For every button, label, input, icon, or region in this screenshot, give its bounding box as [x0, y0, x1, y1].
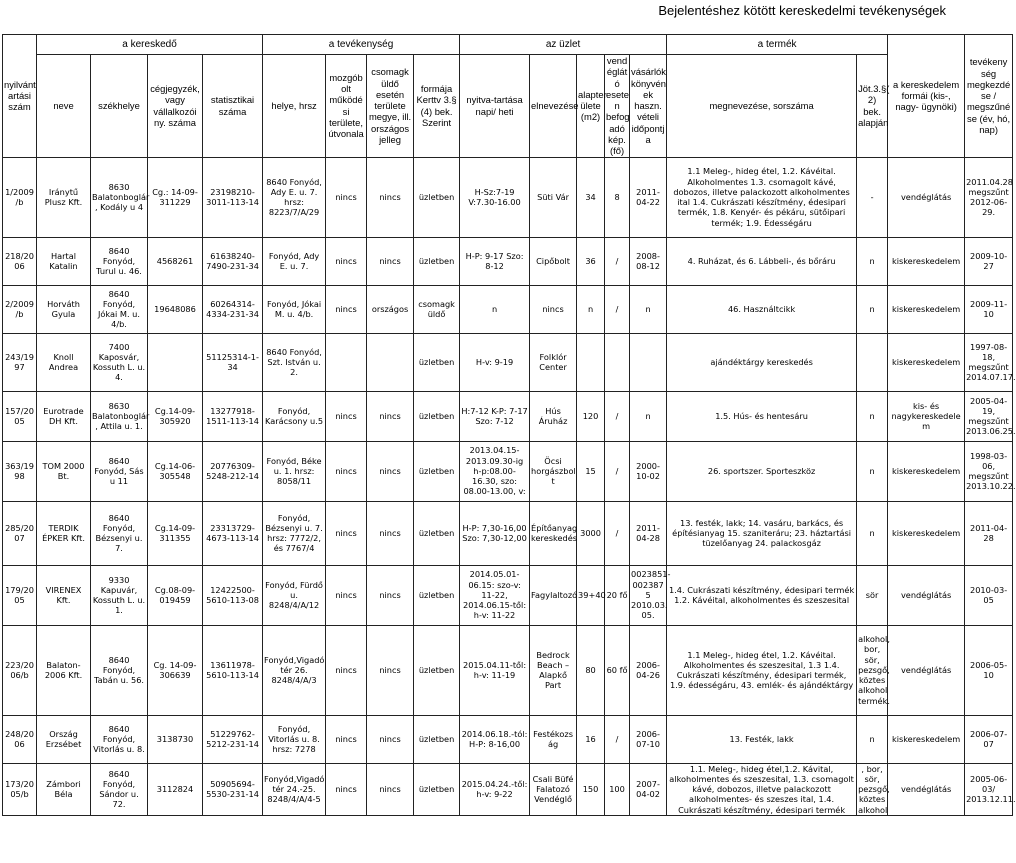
cell-nyilvantartasi-szam: 363/19 98 — [3, 441, 37, 501]
header-helye: helye, hrsz — [263, 55, 326, 158]
cell-szekhely: 8640 Fonyód, Turul u. 46. — [91, 237, 148, 285]
cell-vasarlok-konyve: 0023851-002387 5 2010.03. 05. — [630, 565, 667, 625]
cell-termek-megnevezese: 4. Ruházat, és 6. Lábbeli-, és bőráru — [667, 237, 857, 285]
cell-mozgobolt: nincs — [326, 441, 367, 501]
cell-alapterulet — [577, 333, 605, 391]
cell-uzlet-elnevezese: Festékozs ág — [530, 715, 577, 763]
cell-jot-alapjan: alkohol, bor, sör, pezsgő, köztes alkohol termék. — [857, 625, 888, 715]
cell-nyilvantartasi-szam: 248/20 06 — [3, 715, 37, 763]
cell-kereskedo-neve: Ország Erzsébet — [37, 715, 91, 763]
cell-uzlet-elnevezese: Csali Büfé Falatozó Vendéglő — [530, 763, 577, 815]
register-body — [3, 157, 1016, 815]
cell-cegjegyzekszam: Cg.14-06-305548 — [148, 441, 203, 501]
cell-statisztikai-szam: 23198210-3011-113-14 — [203, 157, 263, 237]
cell-tevekenyseg-kezdete: 2011-04-28 — [965, 501, 1013, 565]
cell-alapterulet: 39+40 — [577, 565, 605, 625]
cell-alapterulet: 15 — [577, 441, 605, 501]
table-row — [3, 625, 1013, 715]
table-row — [3, 237, 1013, 285]
cell-nyilvantartasi-szam: 243/19 97 — [3, 333, 37, 391]
cell-kereskedelem-formaja: vendéglátás — [888, 763, 965, 815]
cell-vendeglato-ferohely: 60 fő — [605, 625, 630, 715]
cell-alapterulet: 120 — [577, 391, 605, 441]
cell-alapterulet: n — [577, 285, 605, 333]
cell-tevekenyseg-helye: Fonyód, Jókai M. u. 4/b. — [263, 285, 326, 333]
cell-tevekenyseg-helye: Fonyód, Karácsony u.5 — [263, 391, 326, 441]
cell-uzlet-elnevezese: Cipőbolt — [530, 237, 577, 285]
cell-kereskedo-neve: TERDIK ÉPKER Kft. — [37, 501, 91, 565]
cell-csomagkuldo: nincs — [367, 715, 414, 763]
cell-szekhely: 8640 Fonyód, Tabán u. 56. — [91, 625, 148, 715]
header-cegjegyzek: cégjegyzék, vagy vállalkozói ny. száma — [148, 55, 203, 158]
cell-szekhely: 8640 Fonyód, Sás u 11 — [91, 441, 148, 501]
header-nyilvantartasi: nyilvánt artási szám — [3, 35, 37, 158]
table-row — [3, 441, 1013, 501]
cell-tevekenyseg-helye: 8640 Fonyód, Szt. István u. 2. — [263, 333, 326, 391]
page-header — [0, 0, 960, 34]
cell-vendeglato-ferohely: / — [605, 237, 630, 285]
table-row — [3, 565, 1013, 625]
cell-csomagkuldo: nincs — [367, 565, 414, 625]
cell-statisztikai-szam: 51229762-5212-231-14 — [203, 715, 263, 763]
table-row — [3, 391, 1013, 441]
cell-mozgobolt: nincs — [326, 391, 367, 441]
cell-kereskedo-neve: TOM 2000 Bt. — [37, 441, 91, 501]
cell-nyitvatartas: H:7-12 K-P: 7-17 Szo: 7-12 — [460, 391, 530, 441]
cell-nyitvatartas: H-Sz:7-19 V:7.30-16.00 — [460, 157, 530, 237]
cell-kereskedelem-formaja: vendéglátás — [888, 625, 965, 715]
cell-tevekenyseg-formaja: üzletben — [414, 763, 460, 815]
register-table — [2, 34, 1016, 816]
cell-uzlet-elnevezese: Öcsi horgászbol t — [530, 441, 577, 501]
cell-kereskedelem-formaja: kiskereskedelem — [888, 237, 965, 285]
cell-termek-megnevezese: ajándéktárgy kereskedés — [667, 333, 857, 391]
cell-cegjegyzekszam: Cg.14-09-305920 — [148, 391, 203, 441]
cell-nyilvantartasi-szam: 157/20 05 — [3, 391, 37, 441]
cell-jot-alapjan: , bor, sör, pezsgő, köztes alkohol — [858, 763, 890, 815]
cell-nyitvatartas: 2014.06.18.-tól: H-P: 8-16,00 — [460, 715, 530, 763]
cell-tevekenyseg-kezdete: 2009-11-10 — [965, 285, 1013, 333]
cell-kereskedelem-formaja: kiskereskedelem — [888, 715, 965, 763]
table-row — [3, 285, 1013, 333]
cell-nyitvatartas: H-v: 9-19 — [460, 333, 530, 391]
cell-termek-megnevezese: 13. Festék, lakk — [667, 715, 857, 763]
cell-tevekenyseg-kezdete: 2006-05-10 — [965, 625, 1013, 715]
cell-mozgobolt: nincs — [326, 285, 367, 333]
cell-vasarlok-konyve: 2011-04-28 — [630, 501, 667, 565]
cell-szekhely: 9330 Kapuvár, Kossuth L. u. 1. — [91, 565, 148, 625]
header-mozgobolt: mozgób olt működé si területe, útvonala — [326, 55, 367, 158]
cell-mozgobolt: nincs — [326, 565, 367, 625]
cell-cegjegyzekszam: Cg.14-09-311355 — [148, 501, 203, 565]
table-row — [3, 333, 1013, 391]
cell-csomagkuldo: nincs — [367, 441, 414, 501]
cell-kereskedo-neve: Horváth Gyula — [37, 285, 91, 333]
cell-tevekenyseg-formaja: üzletben — [414, 565, 460, 625]
cell-statisztikai-szam: 12422500-5610-113-08 — [203, 565, 263, 625]
cell-kereskedo-neve: VIRENEX Kft. — [37, 565, 91, 625]
cell-cegjegyzekszam: 19648086 — [148, 285, 203, 333]
cell-cegjegyzekszam: 3112824 — [148, 763, 203, 815]
cell-cegjegyzekszam: Cg.: 14-09-311229 — [148, 157, 203, 237]
header-vendeglato: vend églát ó esete n befog adó kép. (fő) — [606, 55, 630, 157]
cell-tevekenyseg-formaja: üzletben — [414, 237, 460, 285]
cell-tevekenyseg-helye: Fonyód,Vigadó tér 24.-25. 8248/4/A/4-5 — [263, 763, 326, 815]
cell-termek-megnevezese: 1.1 Meleg-, hideg étel, 1.2. Kávéital. Alkoholmentes 1.3. csomagolt kávé, dobozos, illetve palackozott alkoholmentes ital 1.4. Cukrászati készítmény, édesipari termék, 1.8. Kenyér- és pékáru, sütőipari termék; 1.9. Édességáru — [667, 157, 857, 237]
cell-mozgobolt: nincs — [326, 157, 367, 237]
cell-nyilvantartasi-szam: 173/20 05/b — [3, 763, 37, 815]
cell-csomagkuldo: nincs — [367, 157, 414, 237]
cell-vendeglato-ferohely: / — [605, 501, 630, 565]
cell-szekhely: 8640 Fonyód, Vitorlás u. 8. — [91, 715, 148, 763]
cell-vasarlok-konyve: 2000-10-02 — [630, 441, 667, 501]
cell-cegjegyzekszam: 3138730 — [148, 715, 203, 763]
header-group-termek: a termék — [667, 35, 888, 55]
cell-kereskedo-neve: Zámbori Béla — [37, 763, 91, 815]
header-formai: a kereskedelem formái (kis-, nagy- ügynöki) — [888, 35, 965, 158]
table-row — [3, 501, 1013, 565]
cell-tevekenyseg-kezdete: 2005-04-19, megszűnt 2013.06.25. — [965, 391, 1013, 441]
cell-jot-alapjan: n — [857, 441, 888, 501]
cell-statisztikai-szam: 60264314-4334-231-34 — [203, 285, 263, 333]
cell-szekhely: 8640 Fonyód, Sándor u. 72. — [91, 763, 148, 815]
cell-jot-alapjan: n — [857, 237, 888, 285]
cell-kereskedo-neve: Balaton-2006 Kft. — [37, 625, 91, 715]
cell-statisztikai-szam: 61638240-7490-231-34 — [203, 237, 263, 285]
cell-uzlet-elnevezese: Fagylaltozó — [530, 565, 577, 625]
table-row — [3, 763, 1013, 815]
table-row — [3, 157, 1013, 237]
cell-vendeglato-ferohely — [605, 333, 630, 391]
cell-kereskedelem-formaja: kis- és nagykereskedele m — [888, 391, 965, 441]
header-nyitvatartasa: nyitva-tartása napi/ heti — [460, 55, 530, 158]
cell-jot-alapjan: n — [857, 285, 888, 333]
cell-mozgobolt — [326, 333, 367, 391]
cell-tevekenyseg-formaja: üzletben — [414, 625, 460, 715]
table-row — [3, 715, 1013, 763]
cell-mozgobolt: nincs — [326, 763, 367, 815]
cell-alapterulet: 80 — [577, 625, 605, 715]
cell-nyitvatartas: H-P: 7,30-16,00 Szo: 7,30-12,00 — [460, 501, 530, 565]
cell-kereskedelem-formaja: kiskereskedelem — [888, 333, 965, 391]
cell-uzlet-elnevezese: Folklór Center — [530, 333, 577, 391]
cell-cegjegyzekszam — [148, 333, 203, 391]
header-alapterulete: alapter ülete (m2) — [577, 55, 605, 158]
cell-statisztikai-szam: 23313729-4673-113-14 — [203, 501, 263, 565]
cell-szekhely: 8630 Balatonboglár , Kodály u 4 — [91, 157, 148, 237]
cell-tevekenyseg-formaja: üzletben — [414, 441, 460, 501]
cell-vasarlok-konyve — [630, 333, 667, 391]
cell-jot-alapjan: n — [857, 501, 888, 565]
cell-kereskedelem-formaja: vendéglátás — [888, 565, 965, 625]
cell-tevekenyseg-helye: Fonyód, Fürdő u. 8248/4/A/12 — [263, 565, 326, 625]
header-group-uzlet: az üzlet — [460, 35, 667, 55]
cell-tevekenyseg-kezdete: 1997-08-18, megszűnt 2014.07.17. — [965, 333, 1013, 391]
cell-uzlet-elnevezese: Süti Vár — [530, 157, 577, 237]
cell-tevekenyseg-helye: Fonyód, Bézsenyi u. 7. hrsz: 7772/2, és 7767/4 — [263, 501, 326, 565]
header-szekhelye: székhelye — [91, 55, 148, 158]
cell-termek-megnevezese: 46. Használtcikk — [667, 285, 857, 333]
cell-vendeglato-ferohely: / — [605, 391, 630, 441]
cell-kereskedelem-formaja: vendéglátás — [888, 157, 965, 237]
cell-termek-megnevezese: 13. festék, lakk; 14. vasáru, barkács, és építésianyag 15. szaniteráru; 23. háztartási tüzelőanyag 24. palackosgáz — [667, 501, 857, 565]
cell-vasarlok-konyve: 2007-04-02 — [630, 763, 667, 815]
cell-jot-alapjan — [857, 333, 888, 391]
header-neve: neve — [37, 55, 91, 158]
cell-tevekenyseg-formaja: üzletben — [414, 501, 460, 565]
header-statisztikai: statisztikai száma — [203, 55, 263, 158]
cell-uzlet-elnevezese: Bedrock Beach – Alapkő Part — [530, 625, 577, 715]
cell-nyitvatartas: H-P: 9-17 Szo: 8-12 — [460, 237, 530, 285]
cell-tevekenyseg-kezdete: 1998-03-06, megszűnt 2013.10.22. — [965, 441, 1013, 501]
cell-cegjegyzekszam: Cg. 14-09-306639 — [148, 625, 203, 715]
header-vasarlok-konyve: vásárlók könyvén ek haszn. vételi időpontj a — [630, 55, 667, 158]
cell-termek-megnevezese: 1.5. Hús- és hentesáru — [667, 391, 857, 441]
cell-nyitvatartas: 2013.04.15-2013.09.30-ig h-p:08.00-16.30, szo: 08.00-13.00, v: — [460, 441, 530, 501]
cell-kereskedelem-formaja: kiskereskedelem — [888, 285, 965, 333]
cell-kereskedo-neve: Eurotrade DH Kft. — [37, 391, 91, 441]
cell-cegjegyzekszam: Cg.08-09-019459 — [148, 565, 203, 625]
header-megnevezese: megnevezése, sorszáma — [667, 55, 857, 158]
header-jot: Jöt.3.§( 2) bek. alapján — [857, 55, 888, 158]
cell-alapterulet: 36 — [577, 237, 605, 285]
cell-tevekenyseg-formaja: üzletben — [414, 715, 460, 763]
cell-tevekenyseg-formaja: üzletben — [414, 333, 460, 391]
cell-tevekenyseg-helye: Fonyód,Vigadó tér 26. 8248/4/A/3 — [263, 625, 326, 715]
cell-nyilvantartasi-szam: 218/20 06 — [3, 237, 37, 285]
cell-alapterulet: 3000 — [577, 501, 605, 565]
cell-tevekenyseg-formaja: csomagk üldő — [414, 285, 460, 333]
cell-vendeglato-ferohely: / — [605, 441, 630, 501]
cell-tevekenyseg-helye: 8640 Fonyód, Ady E. u. 7. hrsz: 8223/7/A/29 — [263, 157, 326, 237]
cell-vendeglato-ferohely: 8 — [605, 157, 630, 237]
cell-kereskedo-neve: Knoll Andrea — [37, 333, 91, 391]
cell-uzlet-elnevezese: Hús Áruház — [530, 391, 577, 441]
cell-kereskedelem-formaja: kiskereskedelem — [888, 501, 965, 565]
cell-vasarlok-konyve: 2008-08-12 — [630, 237, 667, 285]
cell-vasarlok-konyve: n — [630, 285, 667, 333]
cell-kereskedelem-formaja: kiskereskedelem — [888, 441, 965, 501]
header-tevekenyseg-kezdete: tevékeny ség megkezdé se / megszűné se (év, hó, nap) — [965, 35, 1013, 158]
cell-szekhely: 8640 Fonyód, Jókai M. u. 4/b. — [91, 285, 148, 333]
cell-termek-megnevezese: 1.1. Meleg-, hideg étel,1.2. Kávital, alkoholmentes és szeszesital, 1.3. csomagolt kávé, dobozos, illetve palackozott alkoholmentes- és szeszes ital, 1.4. Cukrászati készítmény, édesipari termék — [667, 763, 857, 815]
cell-szekhely: 8640 Fonyód, Bézsenyi u. 7. — [91, 501, 148, 565]
cell-csomagkuldo: nincs — [367, 625, 414, 715]
cell-tevekenyseg-kezdete: 2006-07-07 — [965, 715, 1013, 763]
cell-nyilvantartasi-szam: 1/2009 /b — [3, 157, 37, 237]
cell-mozgobolt: nincs — [326, 715, 367, 763]
header-group-tevekenyseg: a tevékenység — [263, 35, 460, 55]
page-title: Bejelentéshez kötött kereskedelmi tevékenységek — [658, 3, 946, 18]
cell-csomagkuldo: nincs — [367, 501, 414, 565]
cell-csomagkuldo: nincs — [367, 391, 414, 441]
cell-alapterulet: 34 — [577, 157, 605, 237]
cell-tevekenyseg-helye: Fonyód, Béke u. 1. hrsz: 8058/11 — [263, 441, 326, 501]
cell-szekhely: 8630 Balatonboglár , Attila u. 1. — [91, 391, 148, 441]
cell-tevekenyseg-formaja: üzletben — [414, 391, 460, 441]
cell-vendeglato-ferohely: 100 — [605, 763, 630, 815]
cell-vendeglato-ferohely: / — [605, 285, 630, 333]
cell-mozgobolt: nincs — [326, 501, 367, 565]
cell-vasarlok-konyve: 2011-04-22 — [630, 157, 667, 237]
cell-alapterulet: 150 — [577, 763, 605, 815]
cell-nyitvatartas: n — [460, 285, 530, 333]
cell-uzlet-elnevezese: nincs — [530, 285, 577, 333]
cell-nyitvatartas: 2015.04.24.-től: h-v: 9-22 — [460, 763, 530, 815]
header-elnevezese: elnevezése — [530, 55, 577, 158]
cell-nyilvantartasi-szam: 179/20 05 — [3, 565, 37, 625]
cell-uzlet-elnevezese: Építőanyag kereskedés — [530, 501, 577, 565]
cell-tevekenyseg-helye: Fonyód, Ady E. u. 7. — [263, 237, 326, 285]
cell-termek-megnevezese: 1.1 Meleg-, hideg étel, 1.2. Kávéital. Alkoholmentes és szeszesital, 1.3 1.4. Cukrászati készítmény, édesipari termék, 1.9. édességáru, 43. emlék- és ajándéktárgy — [667, 625, 857, 715]
cell-kereskedo-neve: Hartal Katalin — [37, 237, 91, 285]
cell-jot-alapjan: n — [857, 391, 888, 441]
cell-csomagkuldo — [367, 333, 414, 391]
cell-statisztikai-szam: 13277918-1511-113-14 — [203, 391, 263, 441]
cell-nyilvantartasi-szam: 223/20 06/b — [3, 625, 37, 715]
cell-jot-alapjan: - — [857, 157, 888, 237]
cell-nyitvatartas: 2014.05.01-06.15: szo-v: 11-22, 2014.06.15-től: h-v: 11-22 — [460, 565, 530, 625]
cell-nyilvantartasi-szam: 285/20 07 — [3, 501, 37, 565]
cell-kereskedo-neve: Iránytű Plusz Kft. — [37, 157, 91, 237]
cell-alapterulet: 16 — [577, 715, 605, 763]
cell-vendeglato-ferohely: / — [605, 715, 630, 763]
cell-csomagkuldo: nincs — [367, 763, 414, 815]
cell-cegjegyzekszam: 4568261 — [148, 237, 203, 285]
cell-statisztikai-szam: 51125314-1-34 — [203, 333, 263, 391]
cell-csomagkuldo: országos — [367, 285, 414, 333]
cell-mozgobolt: nincs — [326, 625, 367, 715]
cell-tevekenyseg-kezdete: 2011.04.28 megszűnt 2012-06-29. — [965, 157, 1013, 237]
cell-statisztikai-szam: 20776309-5248-212-14 — [203, 441, 263, 501]
cell-tevekenyseg-formaja: üzletben — [414, 157, 460, 237]
cell-tevekenyseg-helye: Fonyód, Vitorlás u. 8. hrsz: 7278 — [263, 715, 326, 763]
cell-nyitvatartas: 2015.04.11-től: h-v: 11-19 — [460, 625, 530, 715]
header-formaja: formája Kerttv 3.§ (4) bek. Szerint — [414, 55, 460, 158]
cell-mozgobolt: nincs — [326, 237, 367, 285]
cell-szekhely: 7400 Kaposvár, Kossuth L. u. 4. — [91, 333, 148, 391]
cell-tevekenyseg-kezdete: 2010-03-05 — [965, 565, 1013, 625]
header-csomagkuldo: csomagk üldő esetén területe megye, ill. országos jelleg — [367, 55, 414, 158]
cell-termek-megnevezese: 1.4. Cukrászati készítmény, édesipari termék 1.2. Kávéital, alkoholmentes és szeszesital — [667, 565, 857, 625]
cell-tevekenyseg-kezdete: 2005-06-03/ 2013.12.11. — [965, 763, 1013, 815]
cell-statisztikai-szam: 50905694-5530-231-14 — [203, 763, 263, 815]
cell-jot-alapjan: n — [857, 715, 888, 763]
cell-statisztikai-szam: 13611978-5610-113-14 — [203, 625, 263, 715]
cell-termek-megnevezese: 26. sportszer. Sporteszköz — [667, 441, 857, 501]
cell-vasarlok-konyve: 2006-07-10 — [630, 715, 667, 763]
cell-csomagkuldo: nincs — [367, 237, 414, 285]
cell-vasarlok-konyve: n — [630, 391, 667, 441]
cell-tevekenyseg-kezdete: 2009-10-27 — [965, 237, 1013, 285]
cell-jot-alapjan: sör — [857, 565, 888, 625]
cell-nyilvantartasi-szam: 2/2009 /b — [3, 285, 37, 333]
header-group-kereskedo: a kereskedő — [37, 35, 263, 55]
cell-vendeglato-ferohely: 20 fő — [605, 565, 630, 625]
cell-vasarlok-konyve: 2006-04-26 — [630, 625, 667, 715]
